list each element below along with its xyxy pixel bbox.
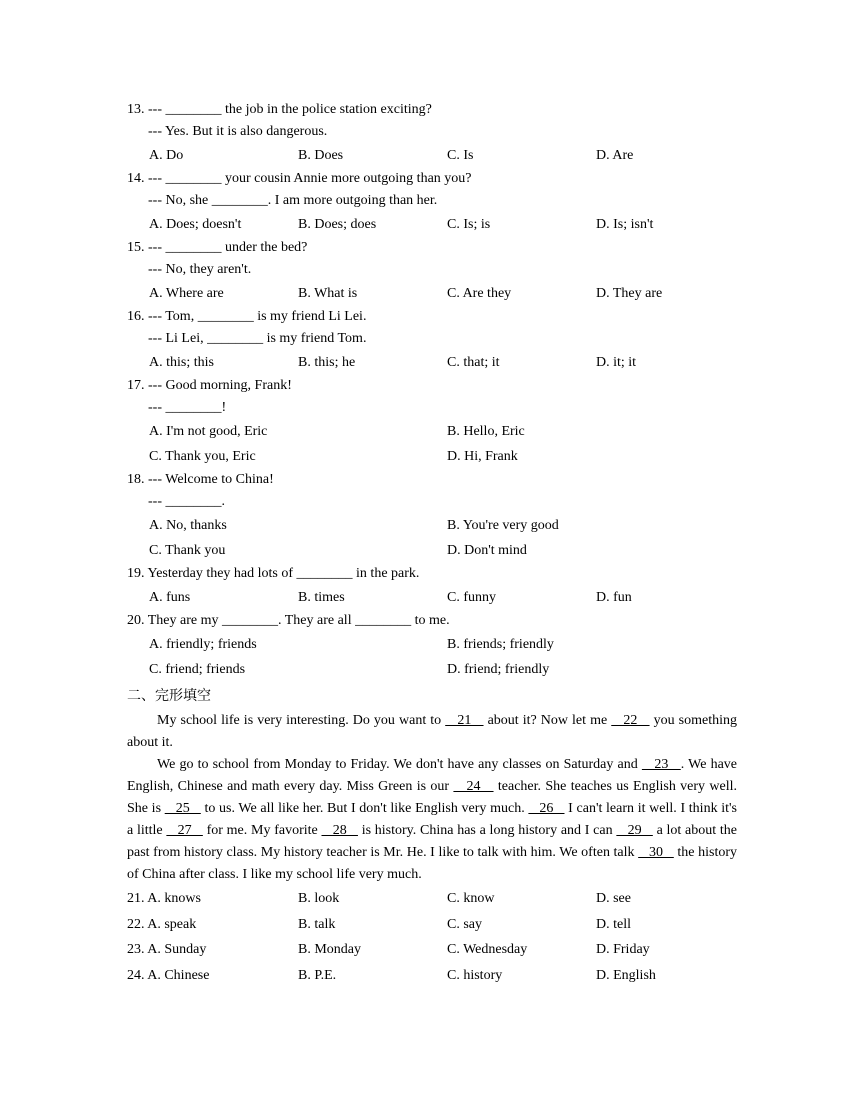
answer-option[interactable]: B. What is <box>298 286 358 301</box>
answer-option[interactable]: 23. A. Sunday <box>127 942 207 957</box>
answer-option[interactable]: C. history <box>447 967 503 983</box>
question-stem: 15. --- ________ under the bed? <box>127 240 308 255</box>
question-stem: 20. They are my ________. They are all ________ to me. <box>127 613 450 628</box>
answer-option[interactable]: D. Don't mind <box>447 543 527 558</box>
cloze-blank[interactable]: 26 <box>528 801 565 816</box>
question-20 <box>127 610 737 682</box>
answer-option[interactable]: A. Where are <box>149 286 224 301</box>
options-row <box>127 538 737 563</box>
answer-option[interactable]: C. friend; friends <box>149 662 246 677</box>
answer-option[interactable]: C. say <box>447 916 482 932</box>
answer-option[interactable]: C. that; it <box>447 355 500 370</box>
question-dialogue-line: --- ________. <box>148 494 225 509</box>
cloze-blank[interactable]: 24 <box>453 779 494 794</box>
cloze-blank[interactable]: 30 <box>638 845 674 860</box>
cloze-blank[interactable]: 23 <box>641 757 681 772</box>
question-14 <box>127 168 737 237</box>
answer-option[interactable]: B. look <box>298 891 340 906</box>
cloze-options-section <box>127 886 737 988</box>
answer-option[interactable]: B. Does; does <box>298 217 377 232</box>
answer-option[interactable]: D. Are <box>596 148 634 163</box>
section-title: 二、完形填空 <box>127 688 211 704</box>
passage-text: about it? Now let me <box>483 713 612 728</box>
answer-option[interactable]: C. funny <box>447 590 496 605</box>
answer-option[interactable]: D. it; it <box>596 355 637 370</box>
answer-option[interactable]: A. Do <box>149 148 184 163</box>
answer-option[interactable]: C. Are they <box>447 286 512 301</box>
cloze-options-row <box>127 963 737 989</box>
passage-text: teacher. She teaches us English very well. She is <box>127 779 738 816</box>
question-stem: 19. Yesterday they had lots of ________ in the park. <box>127 566 420 581</box>
answer-option[interactable]: A. funs <box>149 590 191 605</box>
answer-option[interactable]: D. friend; friendly <box>447 662 550 677</box>
question-dialogue-line: --- No, they aren't. <box>148 262 252 277</box>
cloze-blank[interactable]: 21 <box>445 713 484 728</box>
question-stem: 17. --- Good morning, Frank! <box>127 378 292 393</box>
question-stem: 13. --- ________ the job in the police station exciting? <box>127 102 432 117</box>
answer-option[interactable]: D. Friday <box>596 942 650 957</box>
cloze-options-row <box>127 937 737 963</box>
passage-text: I can't learn it well. I think it's a little <box>127 801 737 838</box>
cloze-blank[interactable]: 22 <box>611 713 650 728</box>
cloze-blank[interactable]: 27 <box>166 823 203 838</box>
passage-text: . We have English, Chinese and math every day. Miss Green is our <box>127 757 738 794</box>
answer-option[interactable]: D. They are <box>596 286 663 301</box>
exam-page <box>127 99 737 988</box>
answer-option[interactable]: 22. A. speak <box>127 916 197 932</box>
answer-option[interactable]: D. English <box>596 967 656 983</box>
passage-text: you something about it. <box>127 713 737 750</box>
answer-option[interactable]: D. tell <box>596 916 631 932</box>
answer-option[interactable]: A. friendly; friends <box>149 637 257 652</box>
question-dialogue-line: --- ________! <box>148 400 227 415</box>
options-row <box>127 143 737 168</box>
answer-option[interactable]: D. see <box>596 891 631 906</box>
answer-option[interactable]: C. Wednesday <box>447 942 528 957</box>
cloze-blank[interactable]: 28 <box>321 823 358 838</box>
answer-option[interactable]: A. Does; doesn't <box>149 217 242 232</box>
options-row <box>127 419 737 444</box>
passage-text: We go to school from Monday to Friday. We don't have any classes on Saturday and <box>157 757 642 772</box>
options-row <box>127 444 737 469</box>
answer-option[interactable]: C. Thank you, Eric <box>149 449 256 464</box>
answer-option[interactable]: D. Hi, Frank <box>447 449 518 464</box>
answer-option[interactable]: B. this; he <box>298 355 356 370</box>
answer-option[interactable]: A. I'm not good, Eric <box>149 424 268 439</box>
question-18 <box>127 469 737 563</box>
options-row <box>127 632 737 657</box>
answer-option[interactable]: B. You're very good <box>447 518 559 533</box>
answer-option[interactable]: A. this; this <box>149 355 214 370</box>
question-stem: 16. --- Tom, ________ is my friend Li Lei. <box>127 309 367 324</box>
passage-text: a lot about the past from history class. My history teacher is Mr. He. I like to talk with him. We often talk <box>127 823 738 860</box>
options-row <box>127 657 737 682</box>
multiple-choice-section <box>127 99 737 682</box>
cloze-blank[interactable]: 25 <box>164 801 201 816</box>
answer-option[interactable]: B. P.E. <box>298 967 337 983</box>
answer-option[interactable]: D. fun <box>596 590 632 605</box>
cloze-options-row <box>127 886 737 912</box>
answer-option[interactable]: C. Thank you <box>149 543 226 558</box>
answer-option[interactable]: B. Monday <box>298 942 361 957</box>
question-stem: 18. --- Welcome to China! <box>127 472 274 487</box>
answer-option[interactable]: B. friends; friendly <box>447 637 554 652</box>
options-row <box>127 281 737 306</box>
passage-text: My school life is very interesting. Do you want to <box>157 713 446 728</box>
options-row <box>127 513 737 538</box>
answer-option[interactable]: 21. A. knows <box>127 891 201 906</box>
answer-option[interactable]: A. No, thanks <box>149 518 227 533</box>
passage-text: is history. China has a long history and I can <box>357 823 617 838</box>
question-dialogue-line: --- No, she ________. I am more outgoing than her. <box>148 193 438 208</box>
answer-option[interactable]: D. Is; isn't <box>596 217 654 232</box>
options-row <box>127 350 737 375</box>
options-row <box>127 212 737 237</box>
question-17 <box>127 375 737 469</box>
question-19 <box>127 563 737 610</box>
answer-option[interactable]: B. Hello, Eric <box>447 424 525 439</box>
question-16 <box>127 306 737 375</box>
question-dialogue-line: --- Li Lei, ________ is my friend Tom. <box>148 331 367 346</box>
answer-option[interactable]: B. Does <box>298 148 344 163</box>
question-13 <box>127 99 737 168</box>
answer-option[interactable]: B. times <box>298 590 345 605</box>
answer-option[interactable]: C. Is; is <box>447 217 491 232</box>
answer-option[interactable]: C. Is <box>447 148 474 163</box>
question-stem: 14. --- ________ your cousin Annie more outgoing than you? <box>127 171 472 186</box>
options-row <box>127 585 737 610</box>
cloze-blank[interactable]: 29 <box>616 823 653 838</box>
answer-option[interactable]: B. talk <box>298 916 336 932</box>
passage-text: to us. We all like her. But I don't like English very much. <box>200 801 529 816</box>
answer-option[interactable]: C. know <box>447 891 495 906</box>
passage-text: the history of China after class. I like my school life very much. <box>127 845 738 882</box>
cloze-options-row <box>127 912 737 938</box>
cloze-paragraph-2 <box>127 754 737 886</box>
cloze-paragraph-1 <box>127 710 737 754</box>
question-15 <box>127 237 737 306</box>
answer-option[interactable]: 24. A. Chinese <box>127 967 210 983</box>
passage-text: for me. My favorite <box>202 823 322 838</box>
question-dialogue-line: --- Yes. But it is also dangerous. <box>148 124 328 139</box>
